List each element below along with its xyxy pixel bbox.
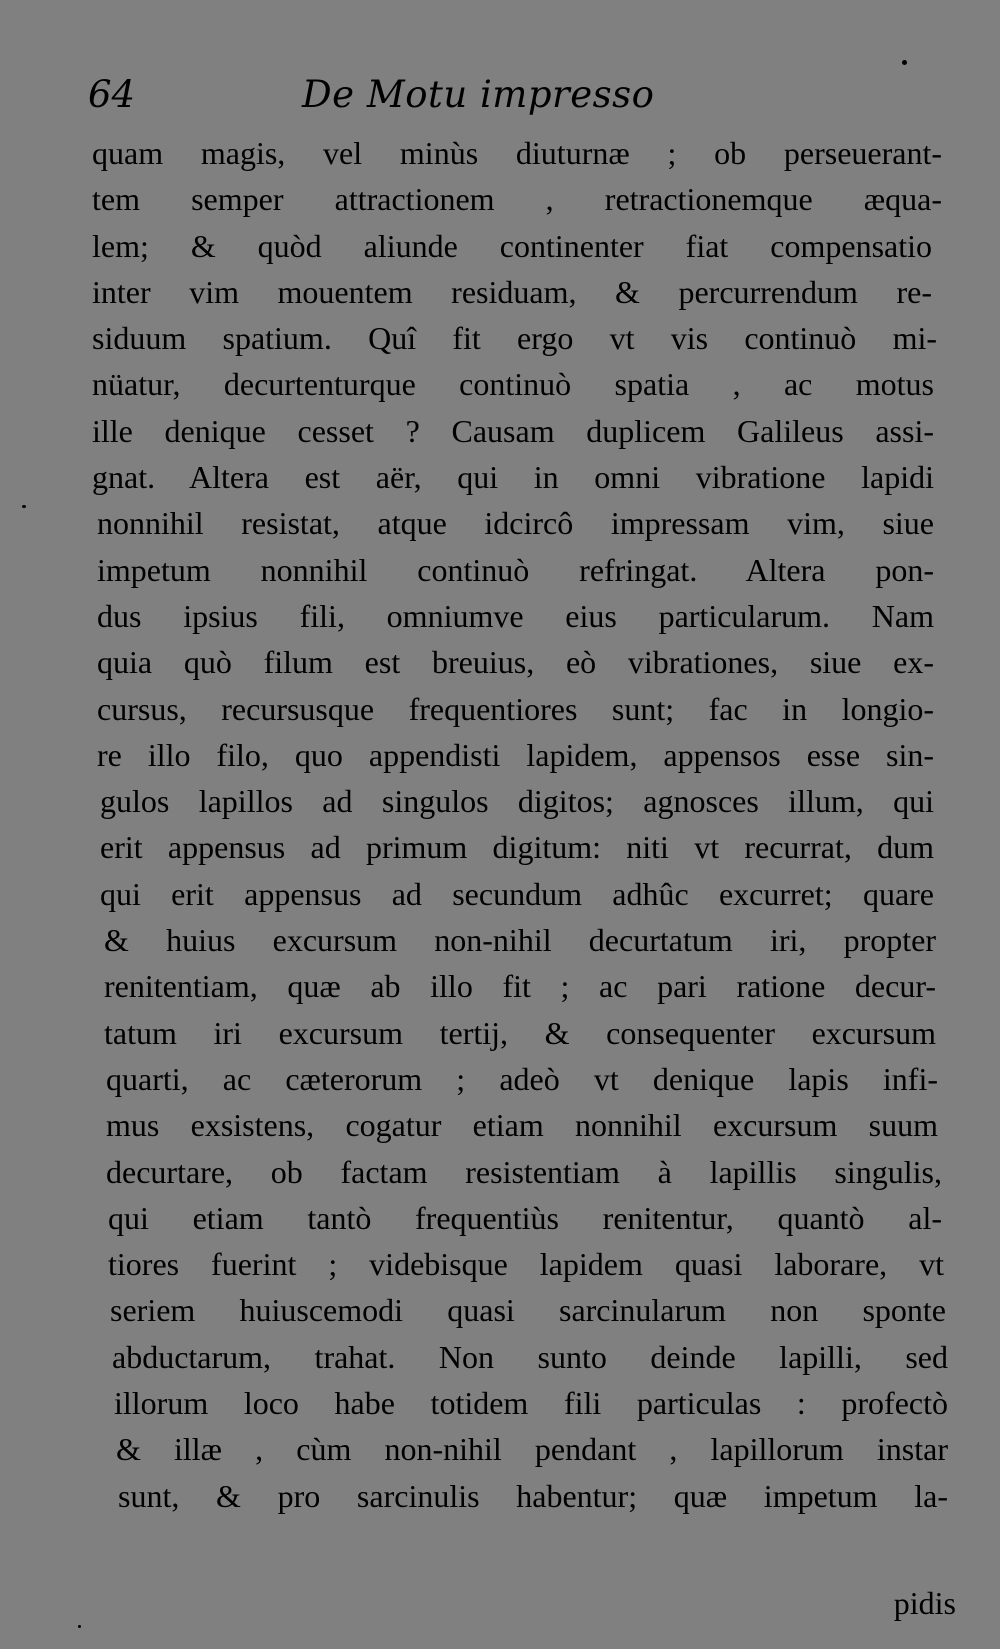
- text-line: mus exsistens, cogatur etiam nonnihil excursum suum: [106, 1107, 938, 1144]
- text-line: dus ipsius fili, omniumve eius particularum. Nam: [97, 597, 934, 634]
- running-title: De Motu impresso: [302, 73, 655, 116]
- catchword: pidis: [893, 1585, 956, 1621]
- text-line: nüatur, decurtenturque continuò spatia , ac motus: [92, 366, 934, 403]
- text-line: & illæ , cùm non-nihil pendant , lapillorum instar: [116, 1431, 948, 1468]
- ink-speck: [902, 60, 907, 65]
- body-text: [92, 130, 957, 1519]
- text-line: siduum spatium. Quî fit ergo vt vis continuò mi-: [92, 320, 937, 357]
- text-line: seriem huiuscemodi quasi sarcinularum non sponte: [110, 1292, 946, 1329]
- text-line: sunt, & pro sarcinulis habentur; quæ impetum la-: [118, 1477, 948, 1514]
- text-line: quia quò filum est breuius, eò vibrationes, siue ex-: [97, 644, 934, 681]
- text-line: gulos lapillos ad singulos digitos; agnosces illum, qui: [100, 783, 934, 820]
- text-line: renitentiam, quæ ab illo fit ; ac pari ratione decur-: [104, 968, 936, 1005]
- text-line: nonnihil resistat, atque idcircô impressam vim, siue: [97, 505, 934, 542]
- page-header: [88, 70, 948, 120]
- text-line: decurtare, ob factam resistentiam à lapillis singulis,: [106, 1153, 942, 1190]
- text-line: erit appensus ad primum digitum: niti vt recurrat, dum: [100, 829, 934, 866]
- page-number: 64: [88, 73, 136, 116]
- text-line: inter vim mouentem residuam, & percurrendum re-: [92, 273, 932, 310]
- text-line: & huius excursum non-nihil decurtatum iri, propter: [104, 922, 936, 959]
- text-line: gnat. Altera est aër, qui in omni vibratione lapidi: [92, 459, 934, 496]
- text-line: ille denique cesset ? Causam duplicem Galileus assi-: [92, 412, 934, 449]
- text-line: quam magis, vel minùs diuturnæ ; ob perseuerant-: [92, 135, 942, 171]
- text-line: tem semper attractionem , retractionemque æqua-: [92, 181, 942, 218]
- text-line: tiores fuerint ; videbisque lapidem quasi laborare, vt: [108, 1246, 944, 1283]
- text-line: qui erit appensus ad secundum adhûc excurret; quare: [100, 875, 934, 912]
- text-line: qui etiam tantò frequentiùs renitentur, quantò al-: [108, 1199, 942, 1236]
- ink-speck: [78, 1625, 81, 1628]
- text-line: tatum iri excursum tertij, & consequenter excursum: [104, 1014, 936, 1051]
- text-line: illorum loco habe totidem fili particulas : profectò: [114, 1385, 948, 1422]
- text-line: impetum nonnihil continuò refringat. Altera pon-: [97, 551, 934, 588]
- text-line: quarti, ac cæterorum ; adeò vt denique lapis infi-: [106, 1060, 938, 1097]
- ink-speck: [22, 505, 26, 508]
- text-line: lem; & quòd aliunde continenter fiat compensatio: [92, 227, 932, 264]
- text-line: re illo filo, quo appendisti lapidem, appensos esse sin-: [97, 736, 934, 773]
- text-line: cursus, recursusque frequentiores sunt; fac in longio-: [97, 690, 934, 727]
- text-line: abductarum, trahat. Non sunto deinde lapilli, sed: [112, 1338, 948, 1375]
